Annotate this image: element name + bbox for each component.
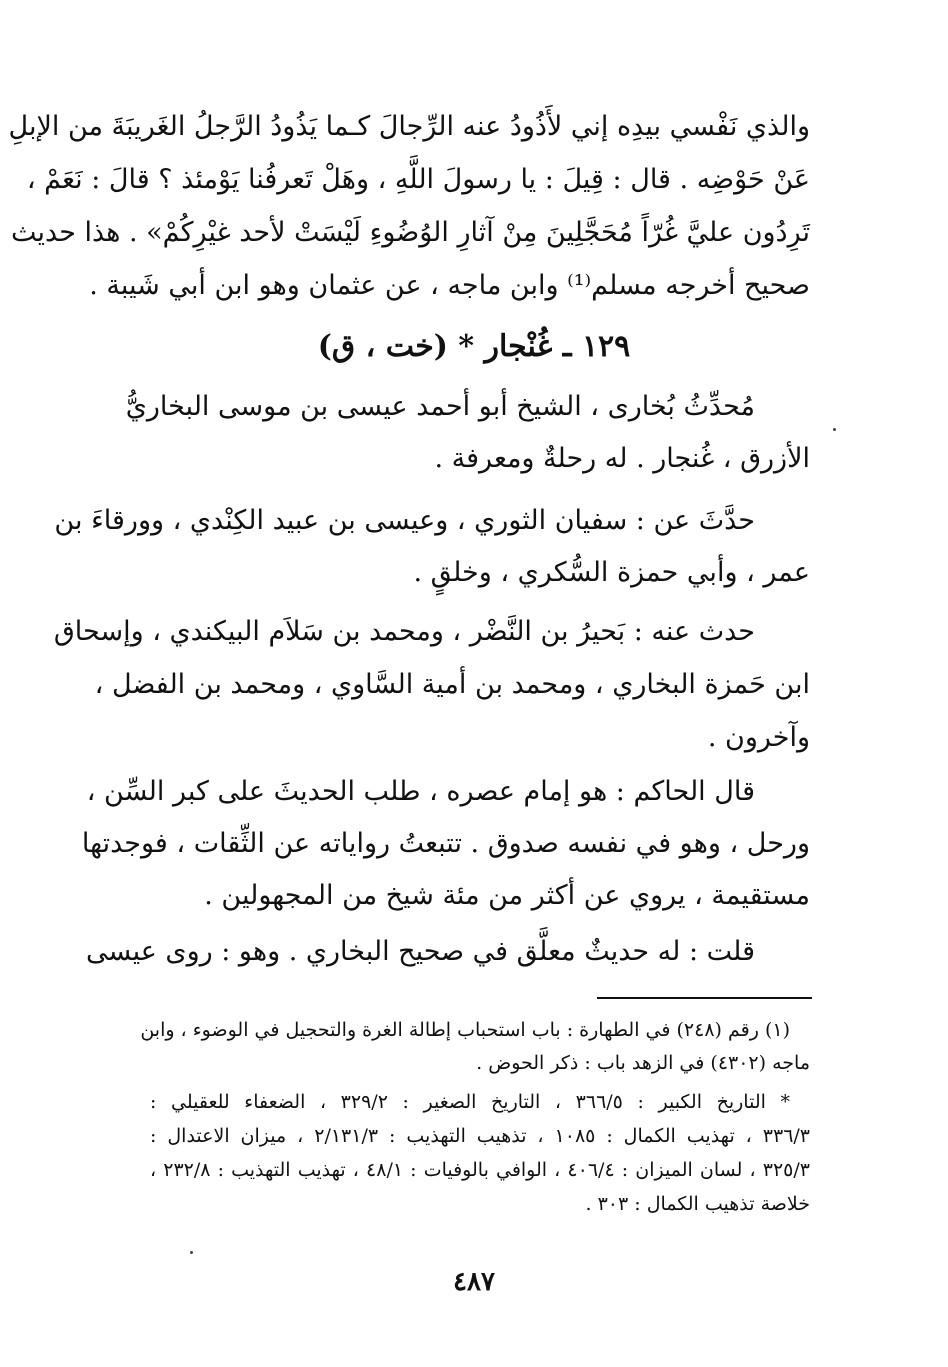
text-line: الأزرق ، غُنجار . له رحلةٌ ومعرفة . bbox=[434, 443, 810, 474]
footnote-line: ٣٣٦/٣ ، تهذيب الكمال : ١٠٨٥ ، تذهيب التهذيب : ٢/١٣١/٣ ، ميزان الاعتدال : bbox=[150, 1125, 811, 1147]
footnote-line: (١) رقم (٢٤٨) في الطهارة : باب استحباب إطالة الغرة والتحجيل في الوضوء ، وابن bbox=[140, 1019, 790, 1041]
scan-speck bbox=[833, 428, 836, 431]
text-line: والذي نَفْسي بيدِه إني لأَذُودُ عنه الرِّجالَ كـما يَذُودُ الرَّجلُ الغَريبَةَ من الإبلِ bbox=[8, 111, 810, 142]
text-line: حدث عنه : بَحيرُ بن النَّضْر ، ومحمد بن سَلاَم البيكندي ، وإسحاق bbox=[53, 616, 755, 647]
text-line: عمر ، وأبي حمزة السُّكري ، وخلقٍ . bbox=[413, 557, 810, 588]
text-line: وآخرون . bbox=[707, 722, 810, 753]
footnote-line: ماجه (٤٣٠٢) في الزهد باب : ذكر الحوض . bbox=[476, 1052, 810, 1074]
text-line: مستقيمة ، يروي عن أكثر من مئة شيخ من المجهولين . bbox=[204, 880, 810, 911]
text-line: ابن حَمزة البخاري ، ومحمد بن أمية السَّاوي ، ومحمد بن الفضل ، bbox=[94, 669, 810, 700]
entry-heading: ١٢٩ ـ غُنْجار * (خت ، ق) bbox=[317, 329, 631, 364]
scan-speck bbox=[190, 1251, 193, 1254]
text-line: صحيح أخرجه مسلم⁽¹⁾ وابن ماجه ، عن عثمان وهو ابن أبي شَيبة . bbox=[89, 270, 810, 301]
text-line: ورحل ، وهو في نفسه صدوق . تتبعتُ رواياته عن الثِّقات ، فوجدتها bbox=[81, 828, 810, 859]
footnote-line: خلاصة تذهيب الكمال : ٣٠٣ . bbox=[585, 1193, 810, 1215]
text-line: قال الحاكم : هو إمام عصره ، طلب الحديثَ على كبر السِّن ، bbox=[86, 776, 755, 807]
text-line: قلت : له حديثٌ معلَّق في صحيح البخاري . وهو : روى عيسى bbox=[86, 936, 755, 967]
text-line: مُحدِّثُ بُخارى ، الشيخ أبو أحمد عيسى بن موسى البخاريُّ bbox=[125, 391, 755, 422]
text-line: عَنْ حَوْضِه . قال : قِيلَ : يا رسولَ اللَّهِ ، وهَلْ تَعرفُنا يَوْمئذ ؟ قالَ : نَعَمْ ، bbox=[26, 164, 810, 195]
text-line: حدَّثَ عن : سفيان الثوري ، وعيسى بن عبيد الكِنْدي ، وورقاءَ بن bbox=[54, 505, 755, 536]
text-line: تَرِدُون عليَّ غُرّاً مُحَجَّلِينَ مِنْ آثارِ الوُضُوءِ لَيْسَتْ لأحد غيْرِكُمْ» . هذا حديث bbox=[11, 217, 810, 248]
footnote-line: ٣٢٥/٣ ، لسان الميزان : ٤٠٦/٤ ، الوافي بالوفيات : ٤٨/١ ، تهذيب التهذيب : ٢٣٢/٨ ، bbox=[150, 1159, 810, 1181]
footnote-separator bbox=[597, 997, 812, 999]
page-number: ٤٨٧ bbox=[453, 1267, 495, 1297]
footnote-line: * التاريخ الكبير : ٣٦٦/٥ ، التاريخ الصغير : ٣٢٩/٢ ، الضعفاء للعقيلي : bbox=[150, 1091, 790, 1113]
